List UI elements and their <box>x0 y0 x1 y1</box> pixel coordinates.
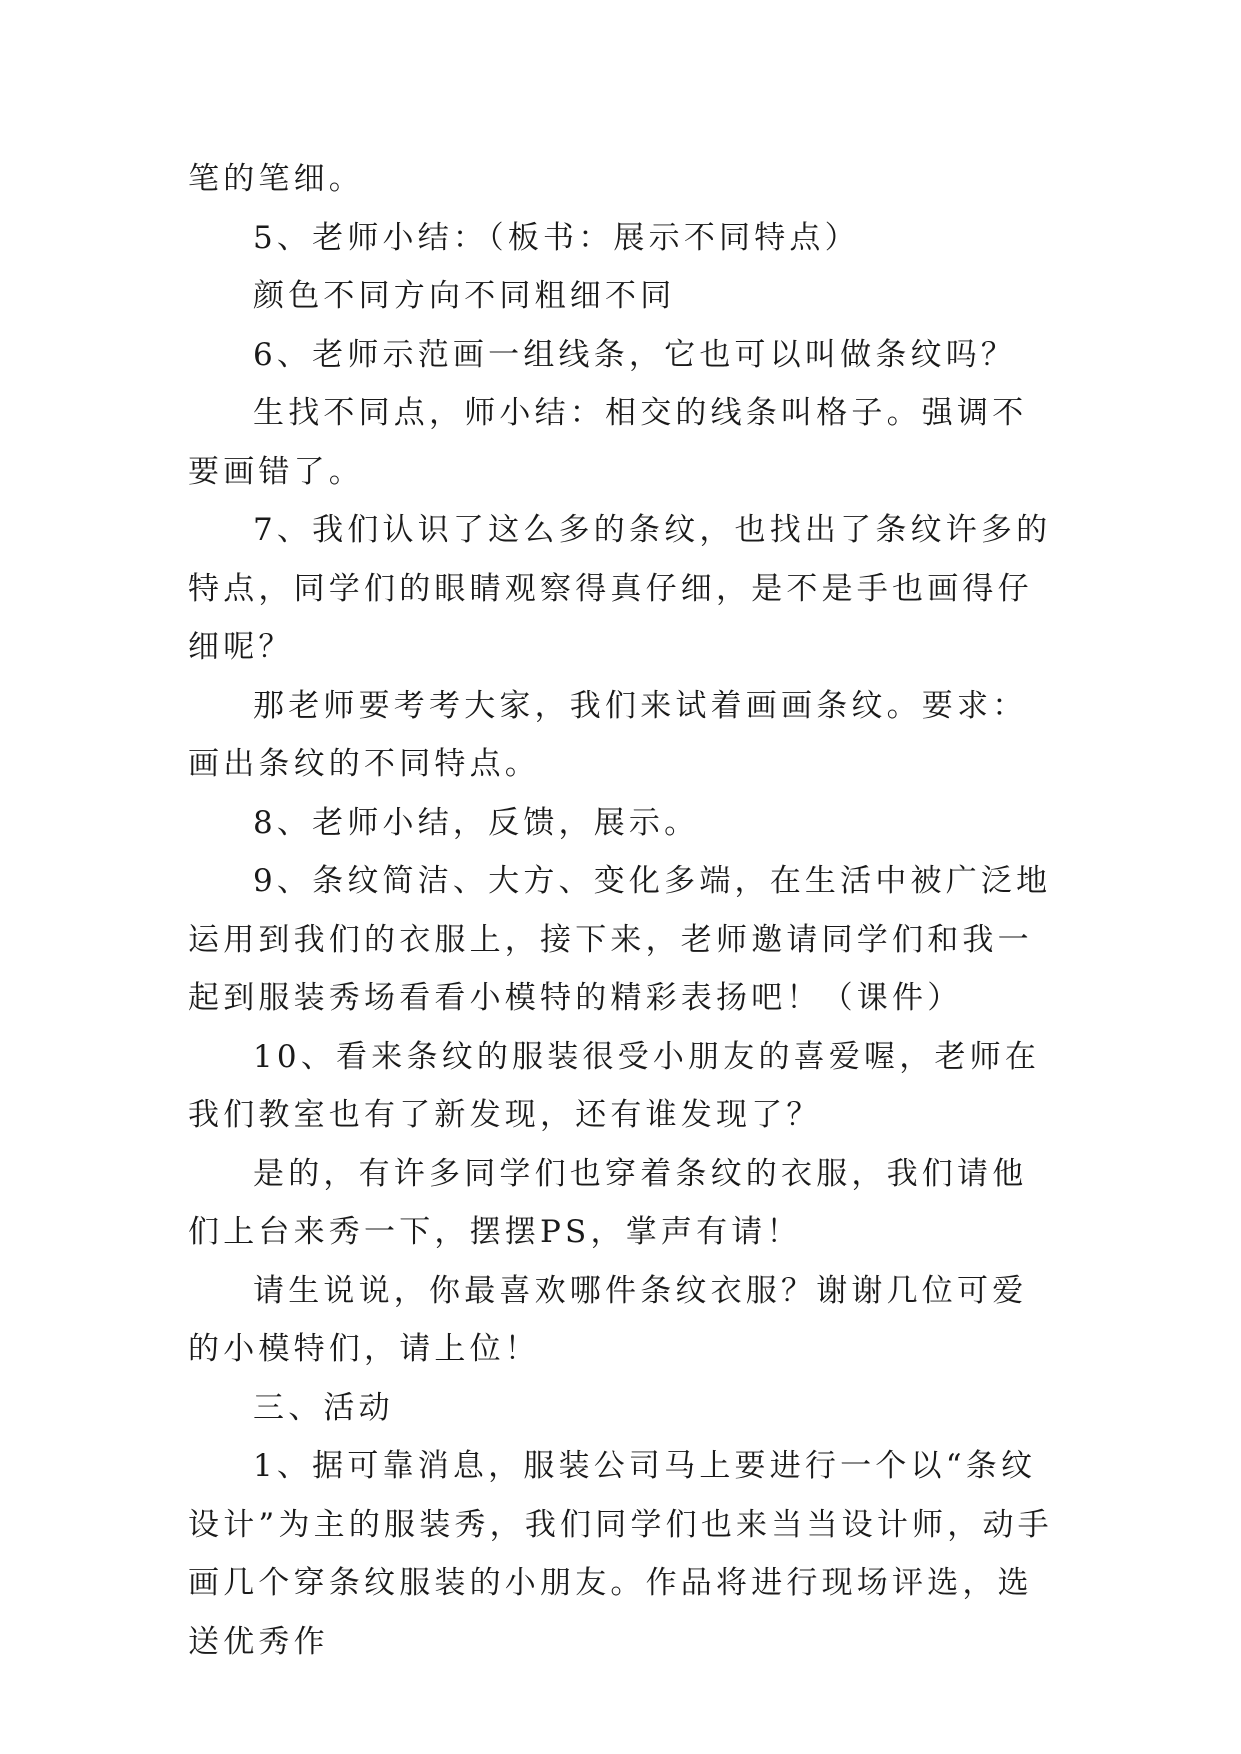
paragraph-8: 8、老师小结，反馈，展示。 <box>253 804 700 841</box>
paragraph-4: 6、老师示范画一组线条，它也可以叫做条纹吗？ <box>253 336 1017 373</box>
paragraph-1: 笔的笔细。 <box>188 161 364 197</box>
paragraph-11: 是的，有许多同学们也穿着条纹的衣服，我们请他们上台来秀一下，摆摆PS，掌声有请！ <box>188 1155 1028 1250</box>
paragraph-10: 10、看来条纹的服装很受小朋友的喜爱喔，老师在我们教室也有了新发现，还有谁发现了？ <box>188 1038 1041 1133</box>
document-body <box>188 150 1060 1671</box>
paragraph-9: 9、条纹简洁、大方、变化多端，在生活中被广泛地运用到我们的衣服上，接下来，老师邀请同学们和我一起到服装秀场看看小模特的精彩表扬吧！（课件） <box>188 863 1052 1016</box>
paragraph-14: 1、据可靠消息，服装公司马上要进行一个以“条纹设计”为主的服装秀，我们同学们也来当当设计师，动手画几个穿条纹服装的小朋友。作品将进行现场评选，选送优秀作 <box>188 1448 1053 1660</box>
paragraph-2: 5、老师小结：（板书：展示不同特点） <box>253 219 860 256</box>
paragraph-7: 那老师要考考大家，我们来试着画画条纹。要求：画出条纹的不同特点。 <box>188 687 1028 782</box>
paragraph-5: 生找不同点，师小结：相交的线条叫格子。强调不要画错了。 <box>188 395 1028 490</box>
paragraph-6: 7、我们认识了这么多的条纹，也找出了条纹许多的特点，同学们的眼睛观察得真仔细，是不是手也画得仔细呢？ <box>188 512 1052 665</box>
section-heading-activity: 三、活动 <box>253 1389 394 1426</box>
paragraph-3: 颜色不同方向不同粗细不同 <box>253 278 676 314</box>
paragraph-12: 请生说说，你最喜欢哪件条纹衣服？谢谢几位可爱的小模特们，请上位！ <box>188 1272 1028 1367</box>
